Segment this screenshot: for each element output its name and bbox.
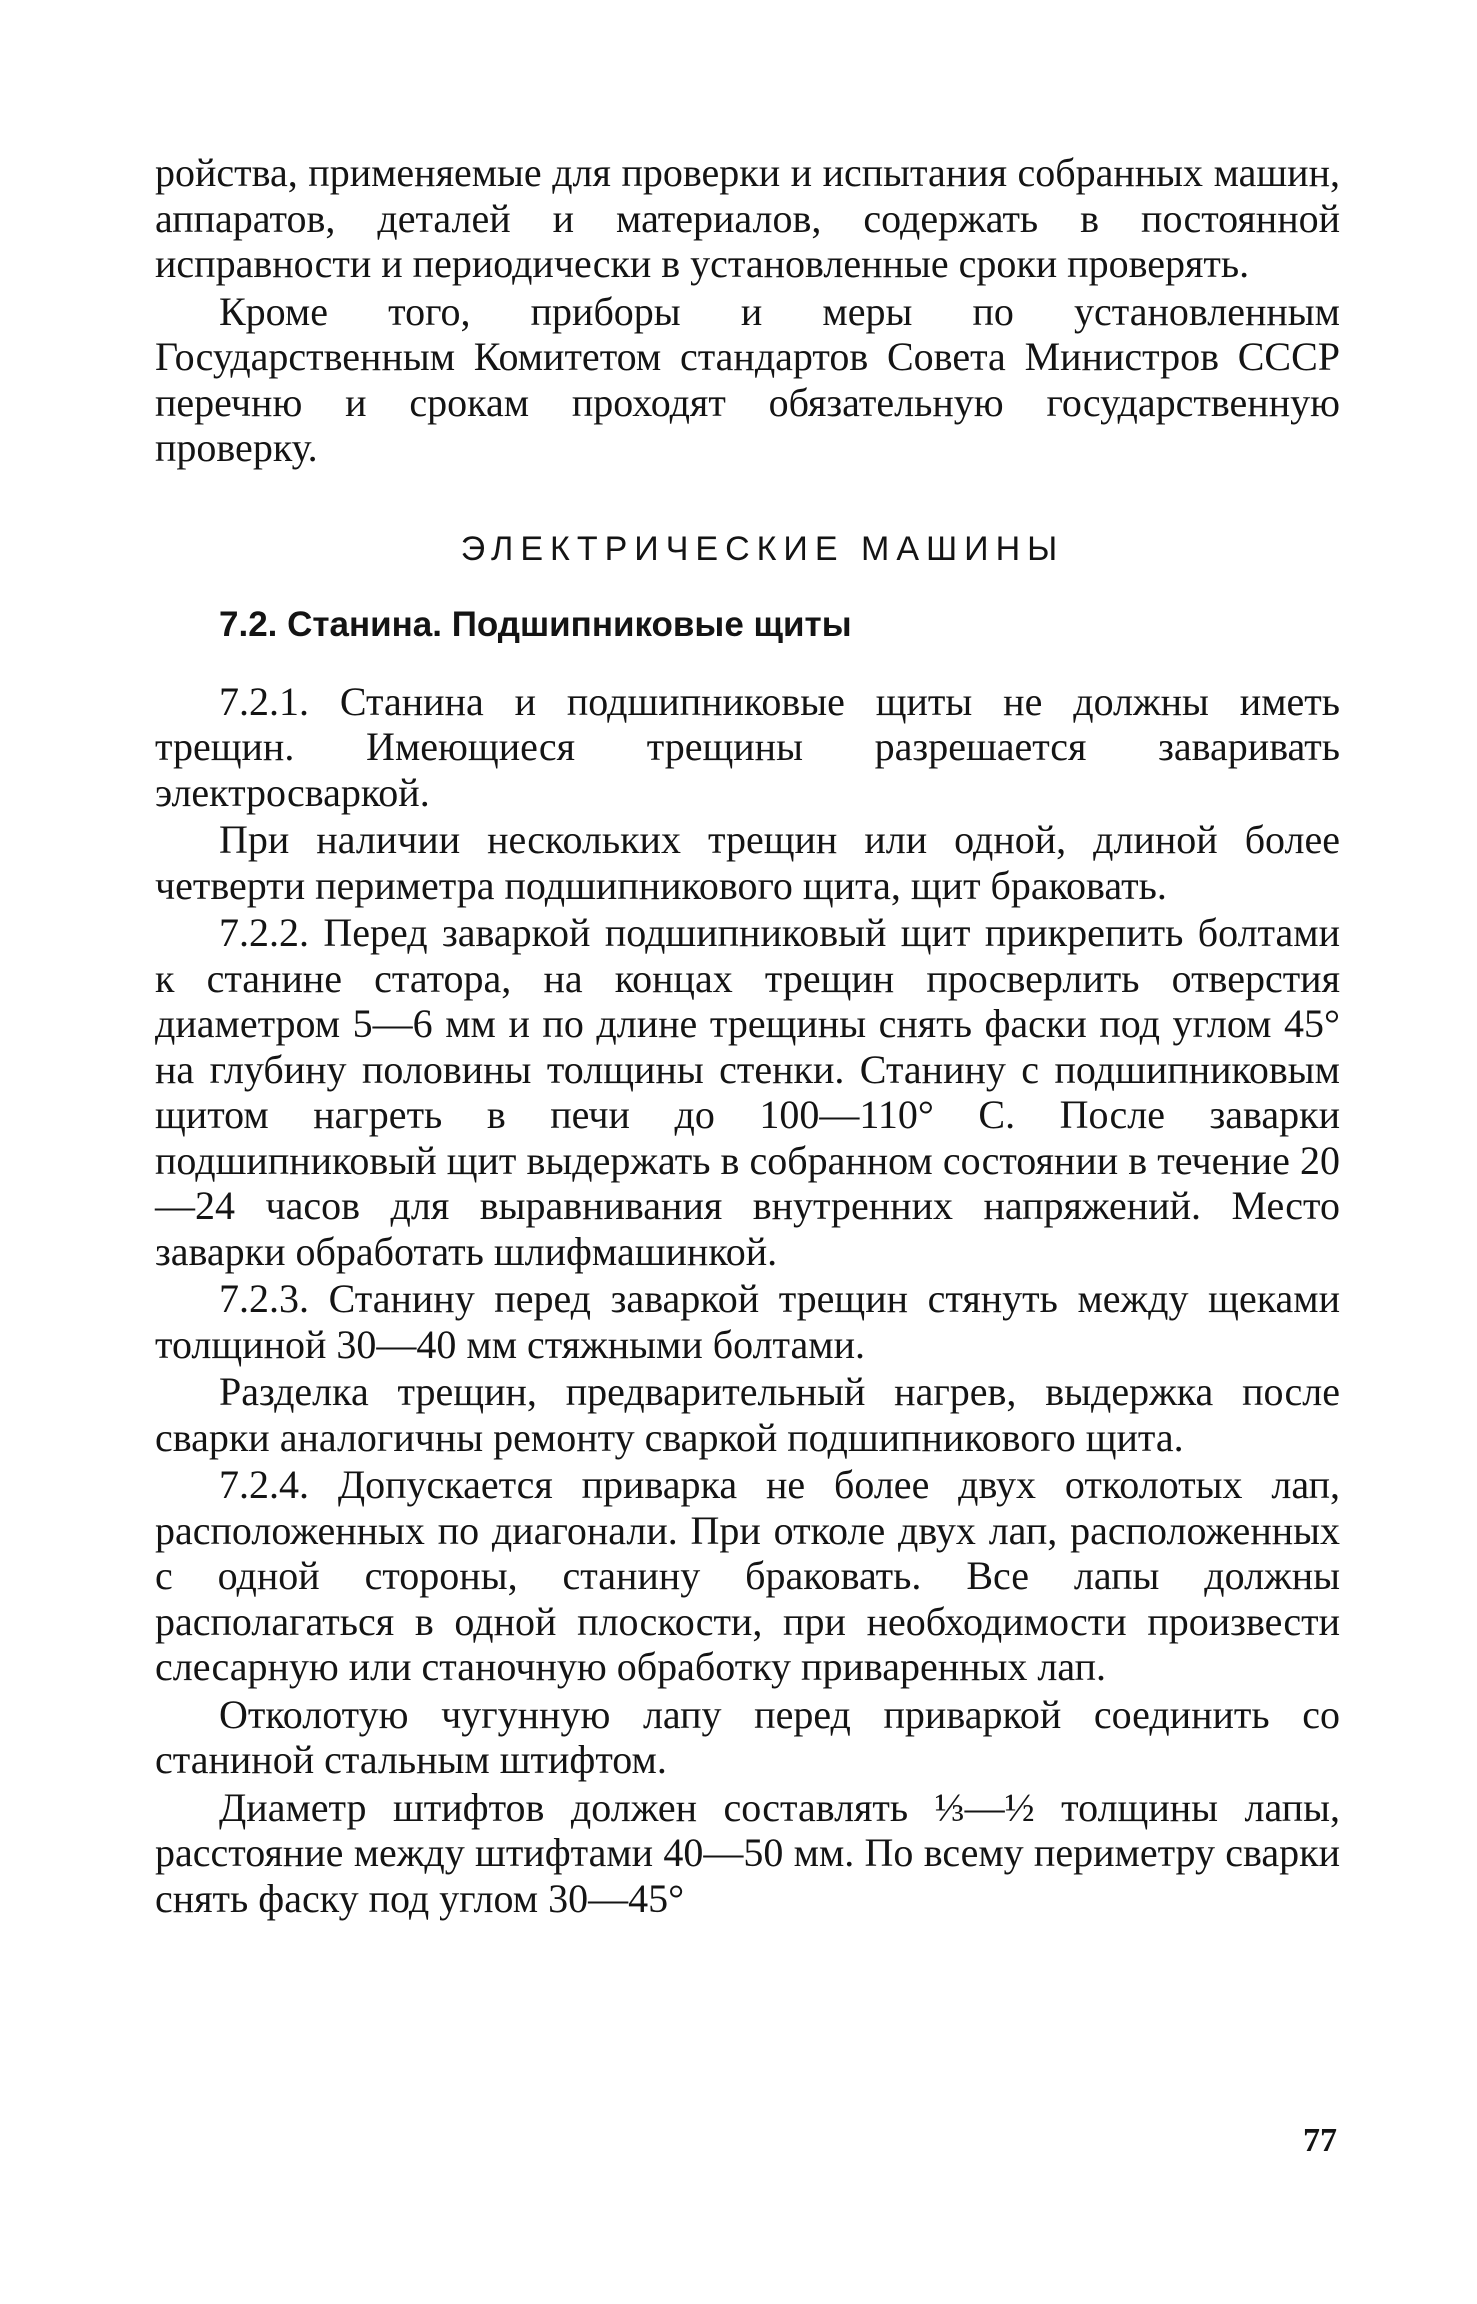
paragraph-7-2-2: 7.2.2. Перед заваркой подшипниковый щит прикрепить болтами к станине статора, на концах трещин просверлить отверстия диаметром 5—6 мм и по длине трещины снять фаски под углом 45° на глубину половины толщины стенки. Станину с подшипниковым щитом нагреть в печи до 100—110° С. После заварки подшипниковый щит выдержать в собранном состоянии в течение 20—24 часов для выравнивания внутренних напряжений. Место заварки обработать шлифмашинкой. (155, 910, 1340, 1274)
paragraph-intro-1: ройства, применяемые для проверки и испытания собранных машин, аппаратов, деталей и материалов, содержать в постоянной исправности и периодически в установленные сроки проверять. (155, 150, 1340, 286)
paragraph-intro-2: Кроме того, приборы и меры по установленным Государственным Комитетом стандартов Совета Министров СССР перечню и срокам проходят обязательную государственную проверку. (155, 288, 1340, 470)
paragraph-7-2-3: 7.2.3. Станину перед заваркой трещин стянуть между щеками толщиной 30—40 мм стяжными болтами. (155, 1276, 1340, 1367)
subsection-title: 7.2. Станина. Подшипниковые щиты (219, 604, 852, 644)
paragraph-broken-foot: Отколотую чугунную лапу перед приваркой соединить со станиной стальным штифтом. (155, 1691, 1340, 1782)
paragraph-crack-preparation: Разделка трещин, предварительный нагрев, выдержка после сварки аналогичны ремонту сваркой подшипникового щита. (155, 1369, 1340, 1460)
paragraph-cracks-rejection: При наличии нескольких трещин или одной, длиной более четверти периметра подшипникового щита, щит браковать. (155, 817, 1340, 908)
paragraph-pin-diameter: Диаметр штифтов должен составлять ⅓—½ толщины лапы, расстояние между штифтами 40—50 мм. По всему периметру сварки снять фаску под углом 30—45° (155, 1784, 1340, 1921)
paragraph-7-2-4: 7.2.4. Допускается приварка не более двух отколотых лап, расположенных по диагонали. При отколе двух лап, расположенных с одной стороны, станину браковать. Все лапы должны располагаться в одной плоскости, при необходимости произвести слесарную или станочную обработку приваренных лап. (155, 1462, 1340, 1689)
page-body (155, 150, 1340, 1921)
paragraph-7-2-1: 7.2.1. Станина и подшипниковые щиты не должны иметь трещин. Имеющиеся трещины разрешается заваривать электросваркой. (155, 678, 1340, 815)
page-number: 77 (1303, 2122, 1337, 2159)
section-title: ЭЛЕКТРИЧЕСКИЕ МАШИНЫ (460, 529, 1065, 568)
